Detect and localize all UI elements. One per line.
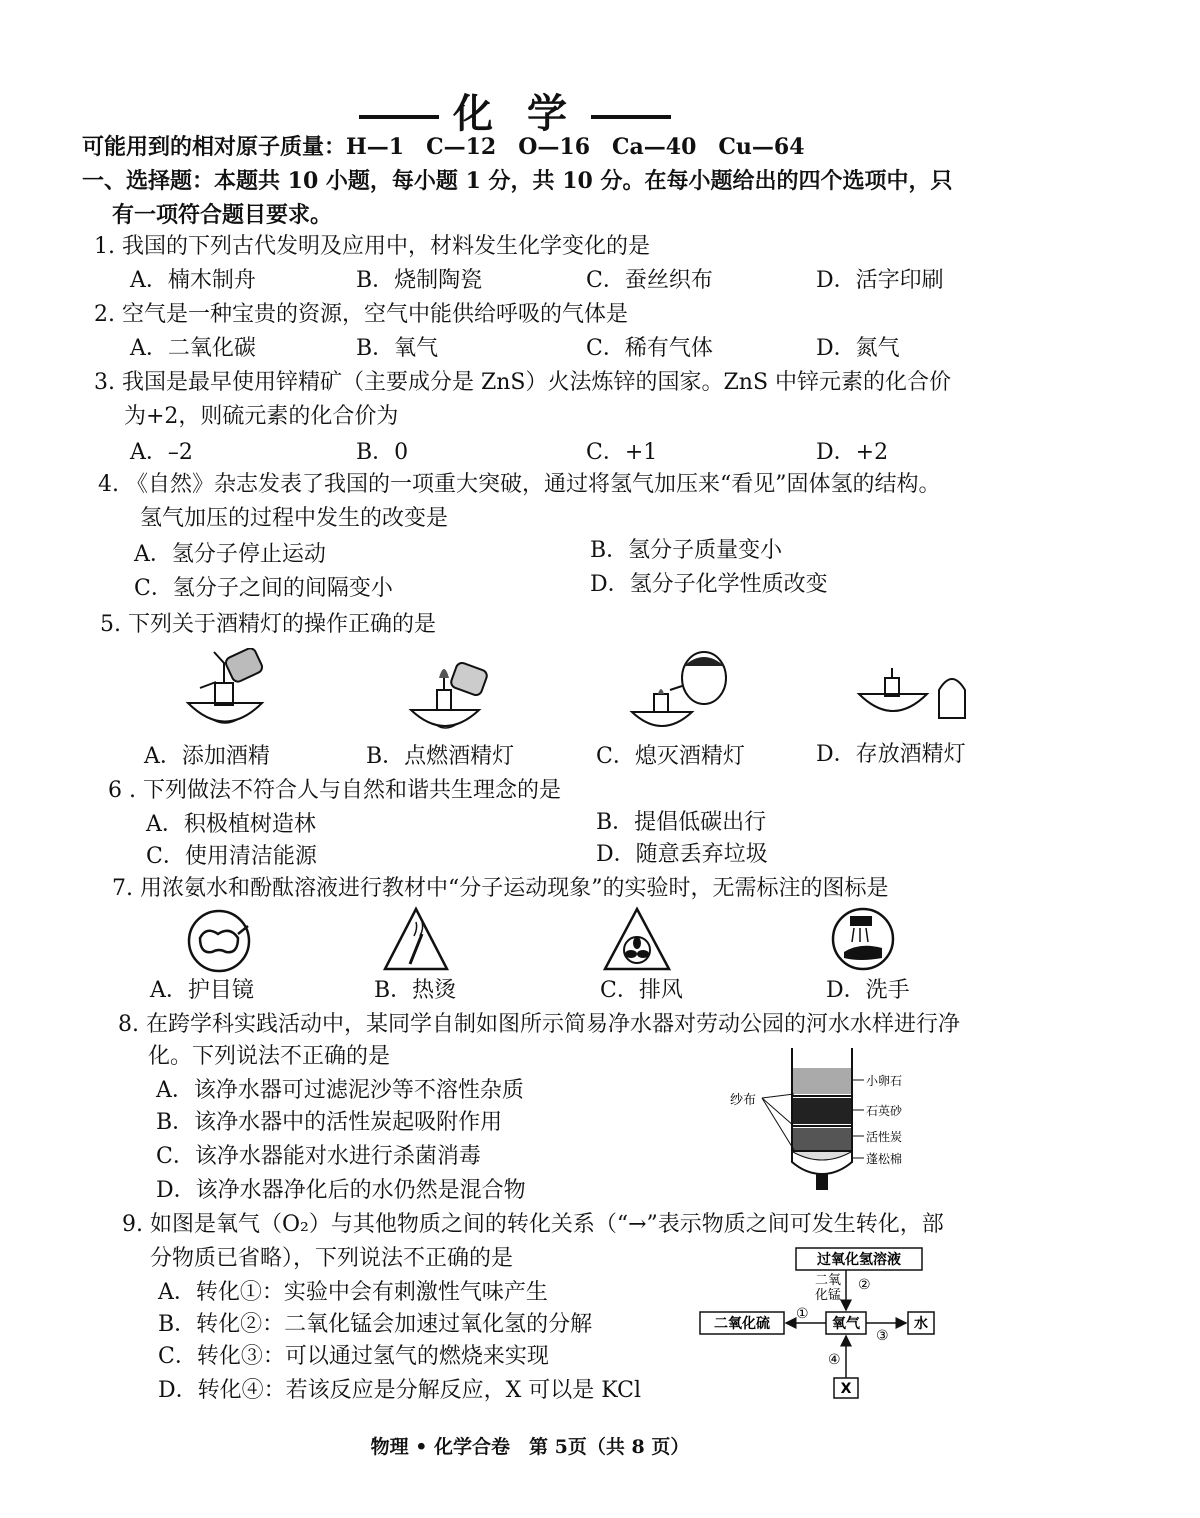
q3-option-c: C．+1 — [586, 440, 658, 465]
q2-option-a: A．二氧化碳 — [130, 336, 256, 361]
x-box-label: X — [840, 1381, 852, 1397]
hot-surface-icon — [382, 906, 450, 972]
q5-option-a: A．添加酒精 — [144, 744, 270, 769]
q4-option-c: C．氢分子之间的间隔变小 — [134, 576, 393, 601]
q7-option-a: A．护目镜 — [150, 978, 254, 1003]
mno2-label-2: 化锰 — [814, 1288, 842, 1303]
q2-stem: 2. 空气是一种宝贵的资源，空气中能供给呼吸的气体是 — [94, 302, 628, 327]
exhaust-fan-icon — [602, 906, 672, 972]
carbon-label: 活性炭 — [866, 1130, 903, 1144]
q3-stem-line1: 3. 我国是最早使用锌精矿（主要成分是 ZnS）火法炼锌的国家。ZnS 中锌元素的化合价 — [94, 370, 952, 395]
q8-option-b: B．该净水器中的活性炭起吸附作用 — [156, 1110, 503, 1135]
label-n3: ③ — [876, 1328, 889, 1344]
q9-stem-line1: 9. 如图是氧气（O₂）与其他物质之间的转化关系（“→”表示物质之间可发生转化，部 — [122, 1212, 944, 1237]
q1-option-b: B．烧制陶瓷 — [356, 268, 483, 293]
extinguish-lamp-figure — [628, 646, 728, 742]
q9-option-a: A．转化①：实验中会有刺激性气味产生 — [158, 1280, 548, 1305]
label-n2: ② — [858, 1277, 871, 1293]
q4-option-d: D．氢分子化学性质改变 — [590, 572, 828, 597]
so2-box-label: 二氧化硫 — [714, 1316, 770, 1332]
sand-label: 石英砂 — [866, 1104, 903, 1118]
pebble-label: 小卵石 — [866, 1074, 903, 1088]
store-lamp-figure — [855, 660, 975, 726]
q7-option-b: B．热烫 — [374, 978, 457, 1003]
q1-option-c: C．蚕丝织布 — [586, 268, 713, 293]
q2-option-b: B．氧气 — [356, 336, 439, 361]
title-left-rule — [359, 115, 439, 119]
q5-stem: 5. 下列关于酒精灯的操作正确的是 — [100, 612, 436, 637]
q1-stem: 1. 我国的下列古代发明及应用中，材料发生化学变化的是 — [94, 234, 650, 259]
q6-option-a: A．积极植树造林 — [146, 812, 316, 837]
q8-stem-line2: 化。下列说法不正确的是 — [148, 1044, 391, 1069]
q7-option-c: C．排风 — [600, 978, 683, 1003]
q9-option-b: B．转化②：二氧化锰会加速过氧化氢的分解 — [158, 1312, 593, 1337]
q7-stem: 7. 用浓氨水和酚酞溶液进行教材中“分子运动现象”的实验时，无需标注的图标是 — [112, 876, 889, 901]
q4-stem-line1: 4. 《自然》杂志发表了我国的一项重大突破，通过将氢气加压来“看见”固体氢的结构。 — [98, 472, 941, 497]
oxygen-conversion-diagram — [696, 1246, 942, 1402]
q8-option-d: D．该净水器净化后的水仍然是混合物 — [156, 1178, 526, 1203]
q5-option-d: D．存放酒精灯 — [816, 742, 966, 767]
add-alcohol-figure — [180, 648, 270, 740]
q8-option-c: C．该净水器能对水进行杀菌消毒 — [156, 1144, 481, 1169]
q6-option-d: D．随意丢弃垃圾 — [596, 842, 768, 867]
q4-stem-line2: 氢气加压的过程中发生的改变是 — [140, 506, 449, 531]
section1-line2: 有一项符合题目要求。 — [112, 202, 333, 228]
q1-option-d: D．活字印刷 — [816, 268, 944, 293]
page-footer: 物理 • 化学合卷 第 5页（共 8 页） — [370, 1436, 690, 1458]
q2-option-d: D．氮气 — [816, 336, 900, 361]
q2-option-c: C．稀有气体 — [586, 336, 713, 361]
q9-stem-line2: 分物质已省略），下列说法不正确的是 — [150, 1246, 514, 1271]
goggles-icon — [186, 908, 252, 974]
q5-option-b: B．点燃酒精灯 — [366, 744, 515, 769]
q6-option-c: C．使用清洁能源 — [146, 844, 317, 869]
title-right-rule — [591, 115, 671, 119]
q1-option-a: A．楠木制舟 — [130, 268, 256, 293]
q9-option-c: C．转化③：可以通过氢气的燃烧来实现 — [158, 1344, 549, 1369]
mno2-label-1: 二氧 — [814, 1273, 842, 1288]
q8-stem-line1: 8. 在跨学科实践活动中，某同学自制如图所示简易净水器对劳动公园的河水水样进行净 — [118, 1012, 960, 1037]
q9-option-d: D．转化④：若该反应是分解反应，X 可以是 KCl — [158, 1378, 642, 1403]
q4-option-b: B．氢分子质量变小 — [590, 538, 783, 563]
q8-option-a: A．该净水器可过滤泥沙等不溶性杂质 — [156, 1078, 524, 1103]
q5-option-c: C．熄灭酒精灯 — [596, 744, 745, 769]
atomic-masses: 可能用到的相对原子质量：H—1 C—12 O—16 Ca—40 Cu—64 — [82, 134, 805, 160]
cotton-label: 蓬松棉 — [866, 1152, 903, 1166]
q3-stem-line2: 为+2，则硫元素的化合价为 — [124, 404, 399, 429]
q7-option-d: D．洗手 — [826, 978, 910, 1003]
q3-option-a: A．–2 — [130, 440, 193, 465]
water-purifier-figure — [728, 1046, 928, 1196]
page-title — [0, 82, 1030, 139]
title-text: 化 学 — [453, 90, 577, 137]
q6-option-b: B．提倡低碳出行 — [596, 810, 767, 835]
wash-hands-icon — [830, 906, 896, 972]
o2-box-label: 氧气 — [832, 1316, 860, 1332]
section1-line1: 一、选择题：本题共 10 小题，每小题 1 分，共 10 分。在每小题给出的四个选项中，只 — [82, 168, 953, 194]
h2o2-box-label: 过氧化氢溶液 — [817, 1252, 901, 1268]
light-lamp-figure — [405, 652, 495, 744]
label-n1: ① — [796, 1306, 809, 1322]
gauze-label: 纱布 — [730, 1093, 757, 1108]
water-box-label: 水 — [914, 1316, 928, 1332]
q3-option-b: B．0 — [356, 440, 409, 465]
q6-stem: 6 . 下列做法不符合人与自然和谐共生理念的是 — [108, 778, 561, 803]
q3-option-d: D．+2 — [816, 440, 889, 465]
label-n4: ④ — [828, 1352, 841, 1368]
q4-option-a: A．氢分子停止运动 — [134, 542, 326, 567]
